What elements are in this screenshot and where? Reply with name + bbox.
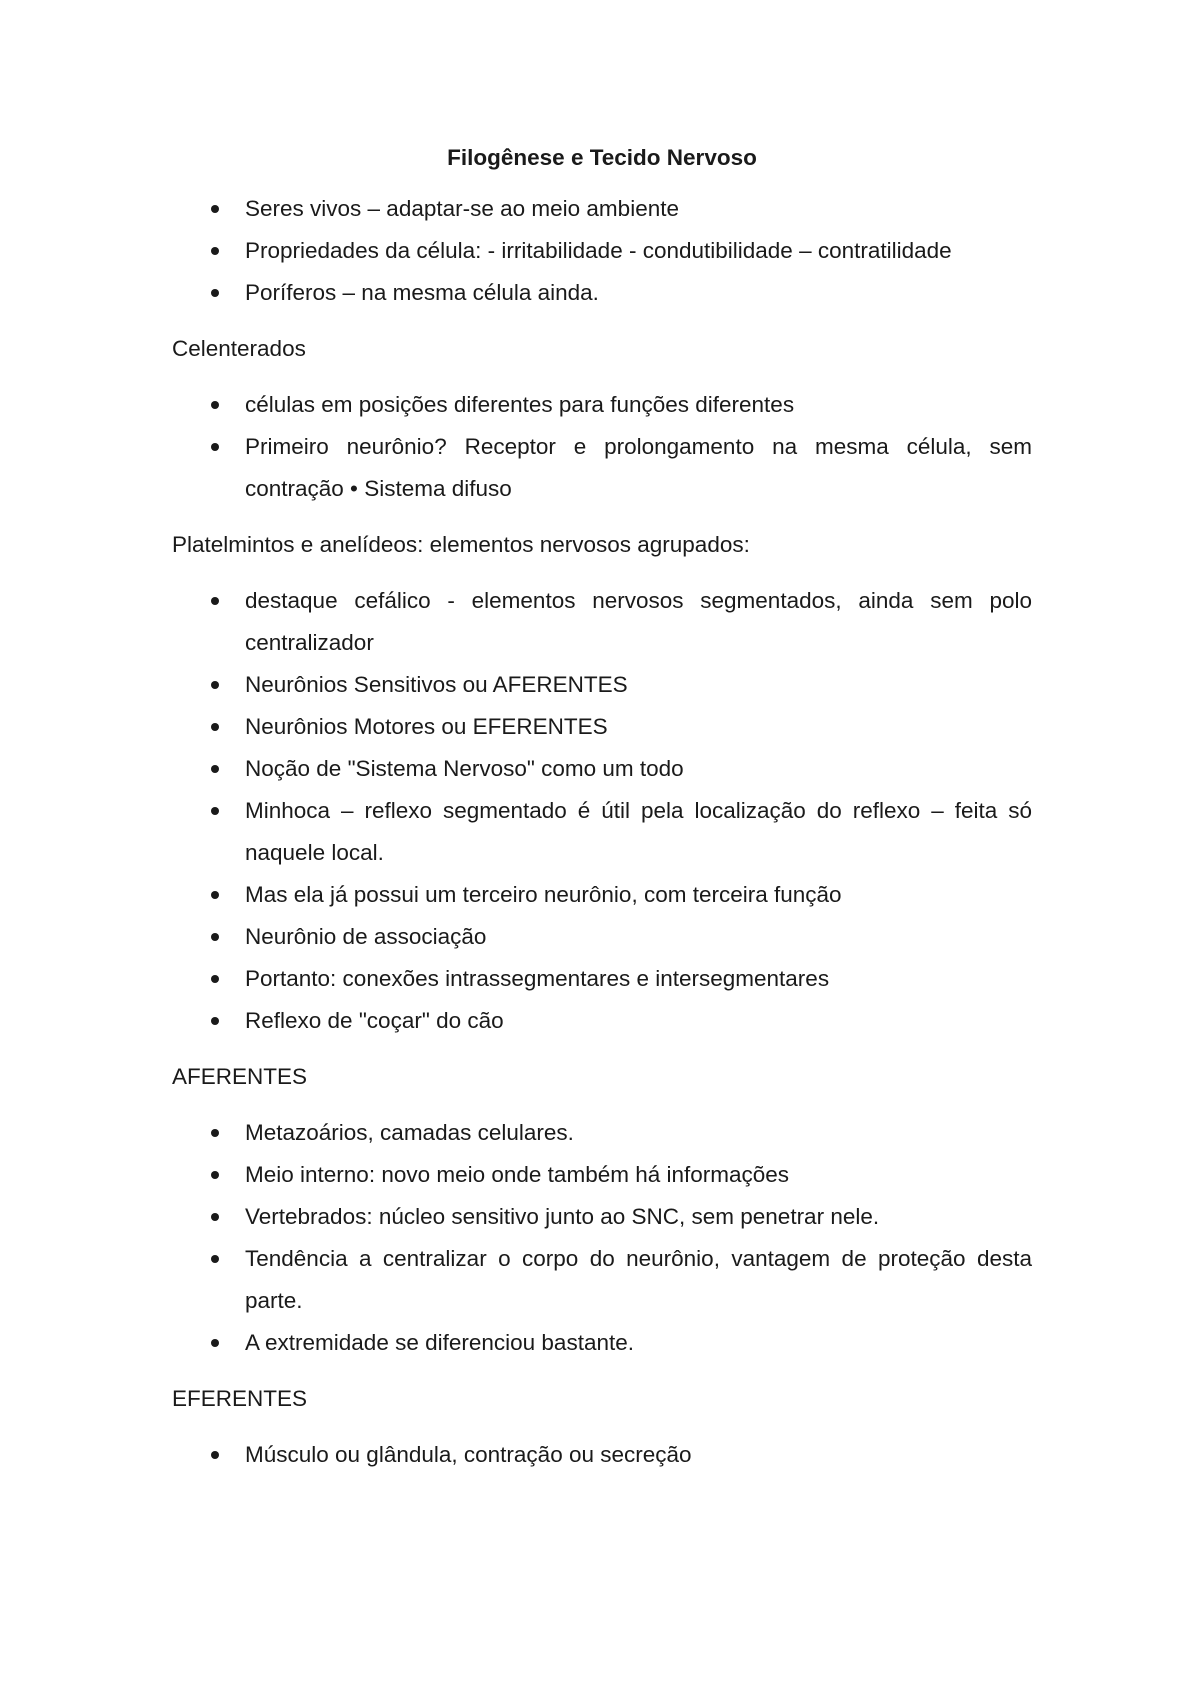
list-item-text: Mas ela já possui um terceiro neurônio, com terceira função: [245, 882, 842, 907]
section-heading: Platelmintos e anelídeos: elementos nervosos agrupados:: [172, 532, 750, 557]
list-item: [172, 580, 1032, 664]
list-item-text: Meio interno: novo meio onde também há informações: [245, 1162, 790, 1187]
bullet-list: [172, 1434, 1032, 1476]
bullet-icon: [211, 807, 219, 815]
bullet-icon: [211, 401, 219, 409]
section-aferentes: [172, 1056, 1032, 1364]
list-item-text: Músculo ou glândula, contração ou secreção: [245, 1442, 692, 1467]
bullet-icon: [211, 1213, 219, 1221]
list-item-text: Seres vivos – adaptar-se ao meio ambiente: [245, 196, 679, 221]
list-item: [172, 664, 1032, 706]
list-item: [172, 272, 1032, 314]
bullet-icon: [211, 933, 219, 941]
list-item-text: Propriedades da célula: - irritabilidade - condutibilidade – contratilidade: [245, 238, 952, 263]
list-item: [172, 188, 1032, 230]
section-eferentes: [172, 1378, 1032, 1476]
list-item: [172, 916, 1032, 958]
list-item: [172, 874, 1032, 916]
bullet-icon: [211, 1171, 219, 1179]
bullet-icon: [211, 247, 219, 255]
list-item-text: Metazoários, camadas celulares.: [245, 1120, 574, 1145]
intro-bullet-list: [172, 188, 1032, 314]
bullet-list: [172, 384, 1032, 510]
bullet-icon: [211, 891, 219, 899]
list-item: [172, 1112, 1032, 1154]
bullet-icon: [211, 765, 219, 773]
section-heading: Celenterados: [172, 336, 306, 361]
bullet-list: [172, 1112, 1032, 1364]
document-title: Filogênese e Tecido Nervoso: [447, 145, 757, 170]
intro-section: [172, 188, 1032, 314]
section-heading: EFERENTES: [172, 1386, 308, 1411]
list-item: [172, 790, 1032, 874]
list-item-text: Noção de "Sistema Nervoso" como um todo: [245, 756, 684, 781]
section-heading: AFERENTES: [172, 1064, 308, 1089]
list-item-text: Primeiro neurônio? Receptor e prolongamento na mesma célula, sem contração • Sistema difuso: [245, 434, 1032, 501]
list-item-text: Minhoca – reflexo segmentado é útil pela localização do reflexo – feita só naquele local.: [245, 798, 1032, 865]
list-item-text: Portanto: conexões intrassegmentares e intersegmentares: [245, 966, 830, 991]
list-item: [172, 958, 1032, 1000]
document-content: [172, 140, 1032, 1490]
list-item: [172, 230, 1032, 272]
list-item-text: Neurônio de associação: [245, 924, 487, 949]
list-item-text: A extremidade se diferenciou bastante.: [245, 1330, 634, 1355]
bullet-icon: [211, 1339, 219, 1347]
bullet-icon: [211, 205, 219, 213]
list-item-text: Neurônios Motores ou EFERENTES: [245, 714, 608, 739]
section-celenterados: [172, 328, 1032, 510]
bullet-icon: [211, 289, 219, 297]
list-item: [172, 1000, 1032, 1042]
list-item: [172, 1196, 1032, 1238]
list-item: [172, 1322, 1032, 1364]
list-item: [172, 426, 1032, 510]
list-item: [172, 748, 1032, 790]
bullet-icon: [211, 975, 219, 983]
bullet-icon: [211, 1451, 219, 1459]
bullet-list: [172, 580, 1032, 1042]
list-item-text: Reflexo de "coçar" do cão: [245, 1008, 504, 1033]
list-item: [172, 1238, 1032, 1322]
bullet-icon: [211, 443, 219, 451]
bullet-icon: [211, 1129, 219, 1137]
list-item: [172, 1154, 1032, 1196]
list-item: [172, 1434, 1032, 1476]
list-item-text: Neurônios Sensitivos ou AFERENTES: [245, 672, 628, 697]
bullet-icon: [211, 1255, 219, 1263]
section-platelmintos: [172, 524, 1032, 1042]
bullet-icon: [211, 597, 219, 605]
bullet-icon: [211, 1017, 219, 1025]
list-item: [172, 706, 1032, 748]
bullet-icon: [211, 723, 219, 731]
bullet-icon: [211, 681, 219, 689]
list-item-text: Tendência a centralizar o corpo do neurônio, vantagem de proteção desta parte.: [245, 1246, 1032, 1313]
list-item-text: células em posições diferentes para funções diferentes: [245, 392, 795, 417]
list-item-text: Vertebrados: núcleo sensitivo junto ao SNC, sem penetrar nele.: [245, 1204, 880, 1229]
list-item-text: destaque cefálico - elementos nervosos segmentados, ainda sem polo centralizador: [245, 588, 1032, 655]
list-item: [172, 384, 1032, 426]
list-item-text: Poríferos – na mesma célula ainda.: [245, 280, 599, 305]
